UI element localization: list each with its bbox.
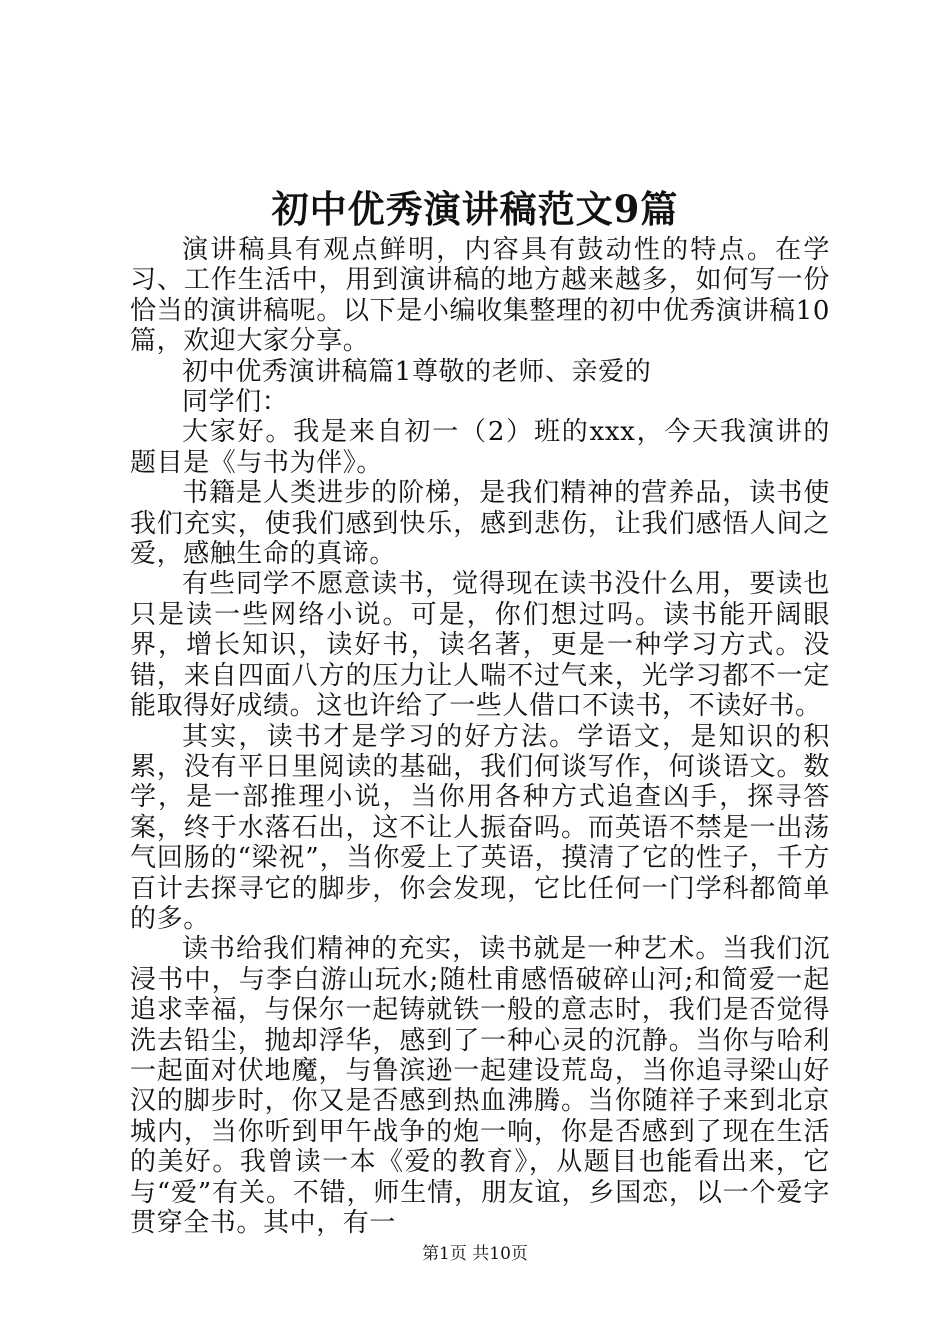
paragraph: 同学们：: [182, 387, 289, 418]
document-body: [130, 235, 830, 1238]
document-title: 初中优秀演讲稿范文9篇: [271, 187, 679, 231]
paragraph: 有些同学不愿意读书，觉得现在读书没什么用，要读也只是读一些网络小说。可是，你们想过吗。读书能开阔眼界，增长知识，读好书，读名著，更是一种学习方式。没错，来自四面八方的压力让人喘不过气来，光学习都不一定能取得好成绩。这也许给了一些人借口不读书，不读好书。: [130, 569, 830, 722]
paragraph: 演讲稿具有观点鲜明，内容具有鼓动性的特点。在学习、工作生活中，用到演讲稿的地方越来越多，如何写一份恰当的演讲稿呢。以下是小编收集整理的初中优秀演讲稿10篇，欢迎大家分享。: [130, 235, 830, 357]
paragraph: 初中优秀演讲稿篇1尊敬的老师、亲爱的: [182, 356, 652, 387]
paragraph: 大家好。我是来自初一（2）班的xxx，今天我演讲的题目是《与书为伴》。: [130, 417, 830, 478]
paragraph: 读书给我们精神的充实，读书就是一种艺术。当我们沉浸书中，与李白游山玩水;随杜甫感悟破碎山河;和简爱一起追求幸福，与保尔一起铸就铁一般的意志时，我们是否觉得洗去铅尘，抛却浮华，感到了一种心灵的沉静。当你与哈利一起面对伏地魔，与鲁滨逊一起建设荒岛，当你追寻梁山好汉的脚步时，你又是否感到热血沸腾。当你随祥子来到北京城内，当你听到甲午战争的炮一响，你是否感到了现在生活的美好。我曾读一本《爱的教育》，从题目也能看出来，它与“爱”有关。不错，师生情，朋友谊，乡国恋，以一个爱字贯穿全书。其中，有一: [130, 934, 830, 1238]
page-number: 第1页 共10页: [422, 1244, 528, 1264]
paragraph: 其实，读书才是学习的好方法。学语文，是知识的积累，没有平日里阅读的基础，我们何谈写作，何谈语文。数学，是一部推理小说，当你用各种方式追查凶手，探寻答案，终于水落石出，这不让人振奋吗。而英语不禁是一出荡气回肠的“梁祝”，当你爱上了英语，摸清了它的性子，千方百计去探寻它的脚步，你会发现，它比任何一门学科都简单的多。: [130, 721, 830, 934]
paragraph: 书籍是人类进步的阶梯，是我们精神的营养品，读书使我们充实，使我们感到快乐，感到悲伤，让我们感悟人间之爱，感触生命的真谛。: [130, 478, 830, 570]
